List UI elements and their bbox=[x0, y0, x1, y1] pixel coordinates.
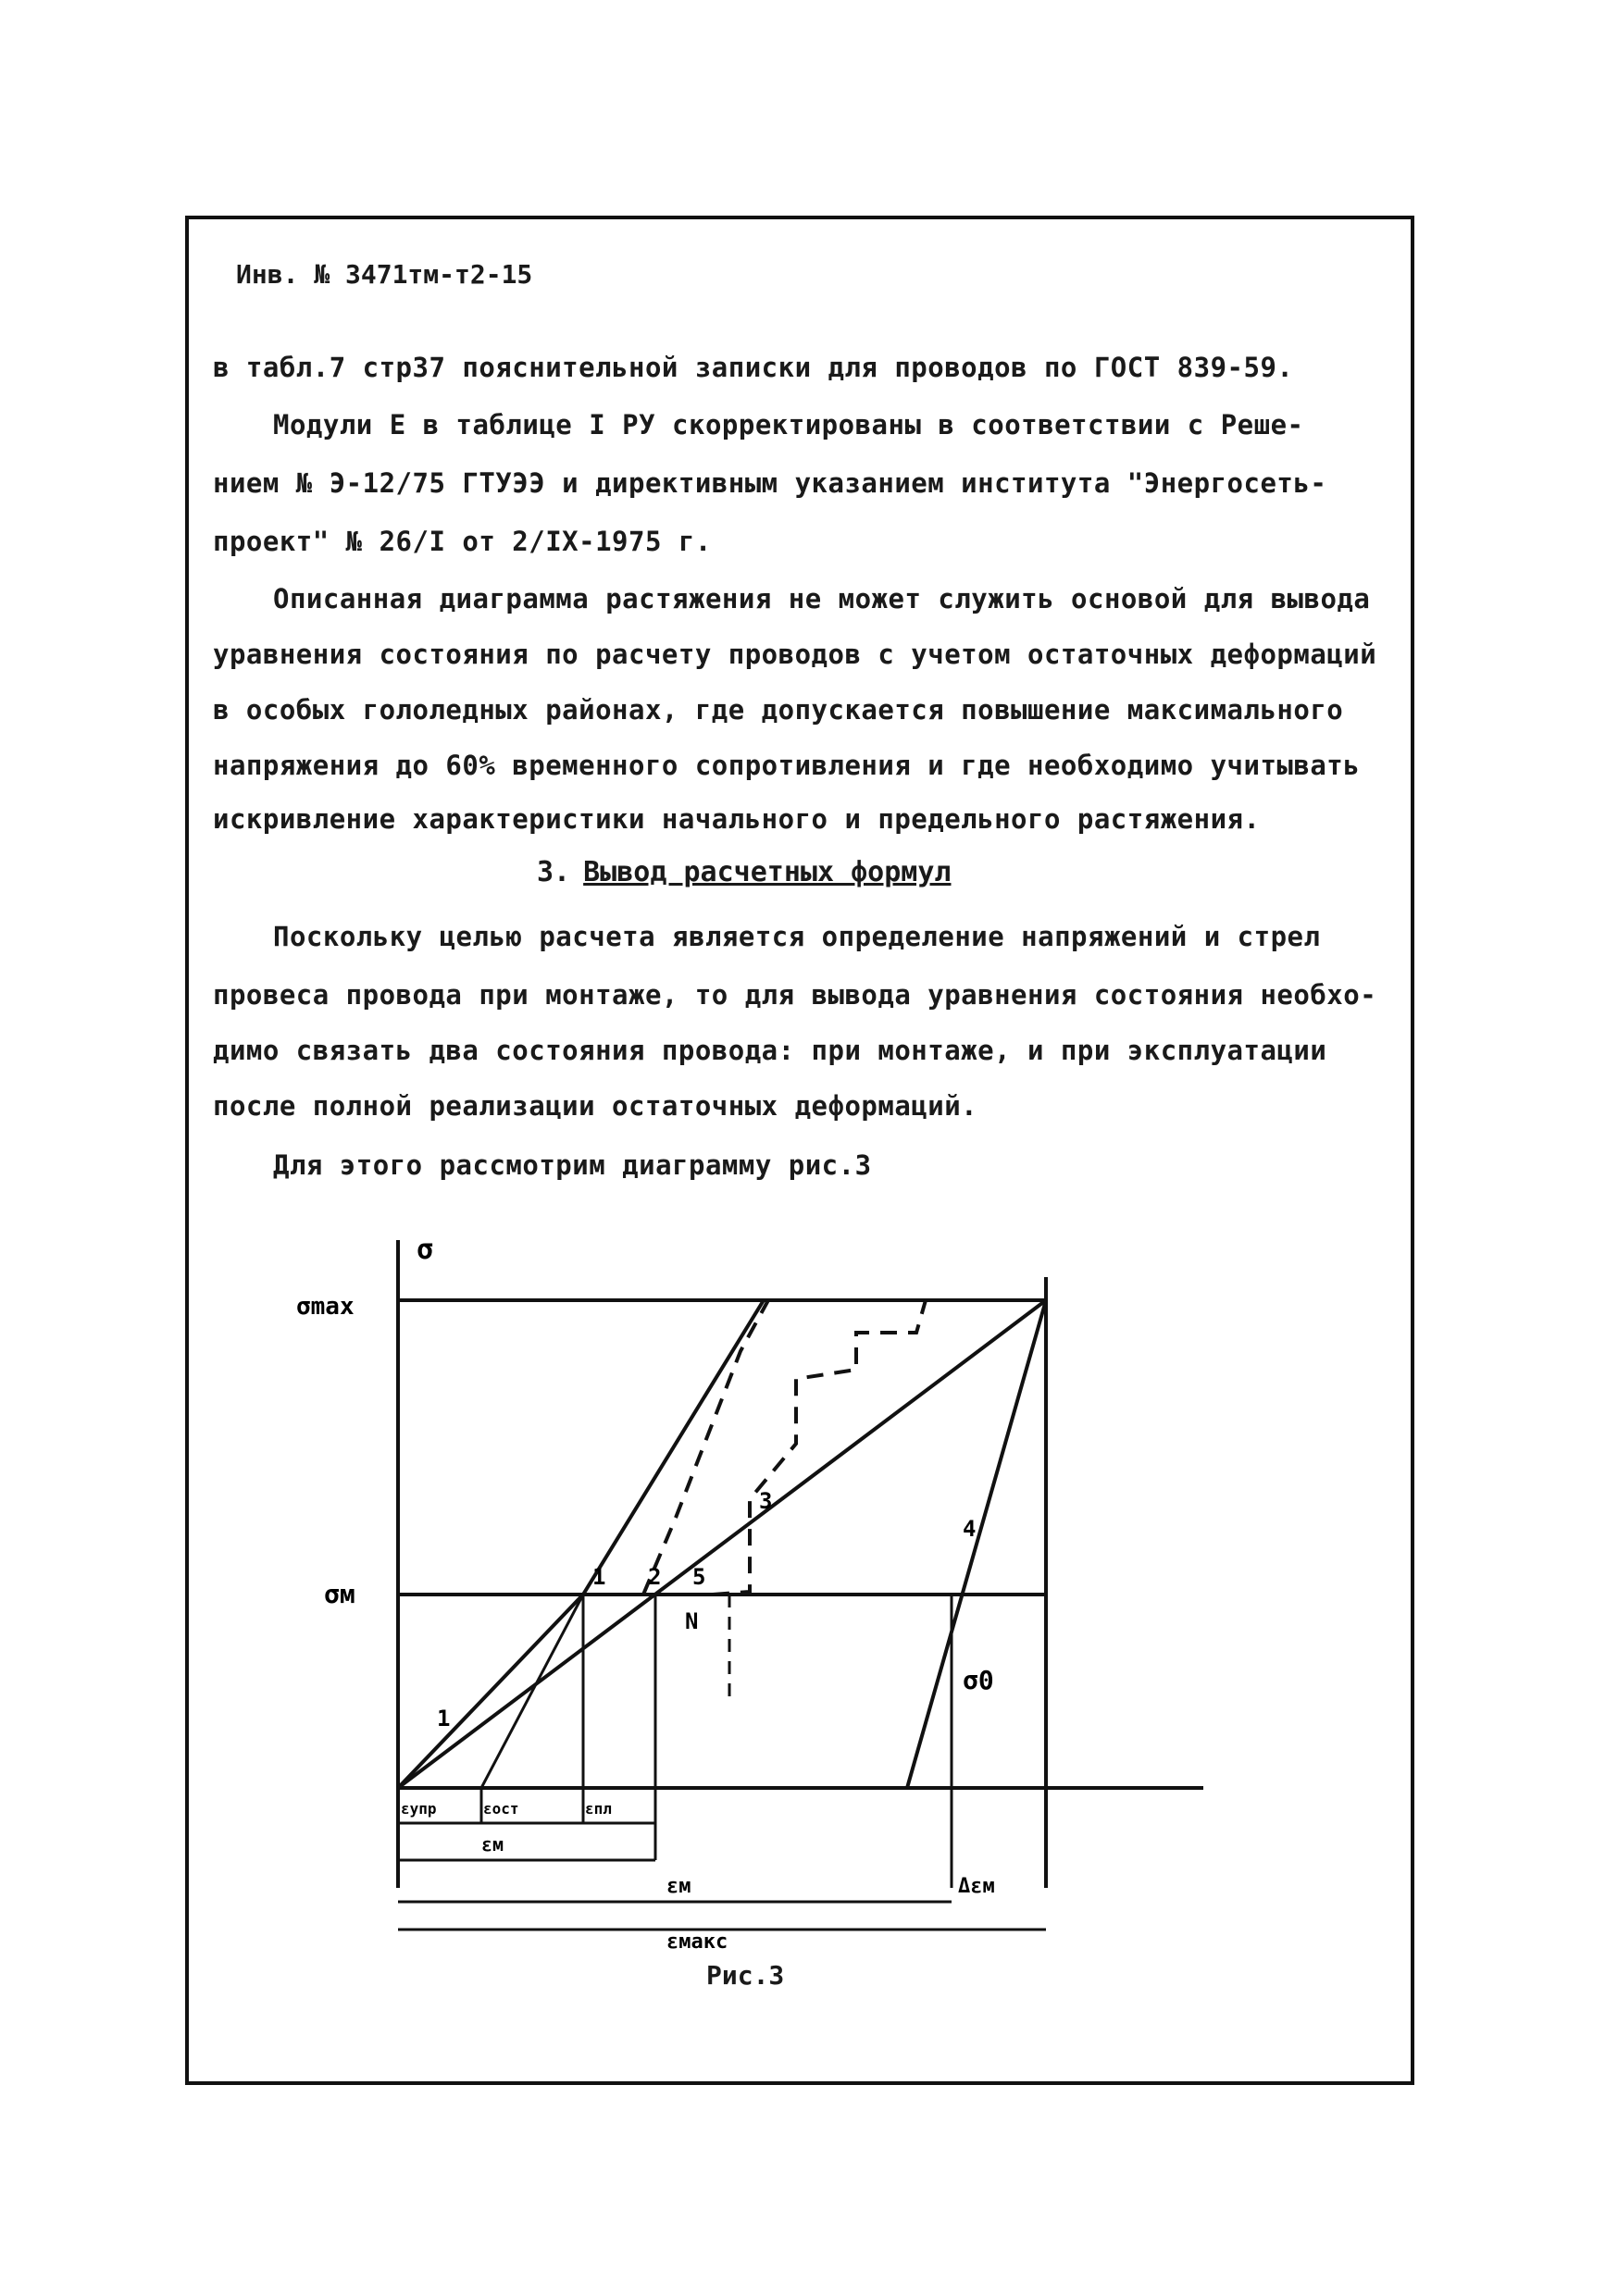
label-1: 1 bbox=[437, 1706, 451, 1731]
label-N: N bbox=[685, 1608, 699, 1634]
line-4-operation bbox=[907, 1300, 1046, 1788]
text-line: провеса провода при монтаже, то для вывода уравнения состояния необхо- bbox=[213, 979, 1377, 1011]
line-5-dashed bbox=[713, 1300, 926, 1595]
text-line: в особых гололедных районах, где допускается повышение максимального bbox=[213, 694, 1344, 726]
text-line: напряжения до 60% временного сопротивления и где необходимо учитывать bbox=[213, 750, 1361, 781]
section-title: Вывод расчетных формул bbox=[583, 856, 952, 888]
label-2: 2 bbox=[648, 1564, 662, 1590]
section-heading bbox=[537, 856, 951, 888]
axis-sigma-label: σ bbox=[417, 1234, 434, 1266]
e-ost-label: εост bbox=[483, 1800, 519, 1818]
e-upr-label: εупр bbox=[401, 1800, 437, 1818]
sigma-0-label: σ0 bbox=[963, 1665, 994, 1695]
line-3-secant bbox=[398, 1300, 1046, 1788]
unload-line bbox=[481, 1595, 583, 1788]
text-line: уравнения состояния по расчету проводов с учетом остаточных деформаций bbox=[213, 639, 1377, 670]
inventory-number: Инв. № 3471тм-т2-15 bbox=[236, 259, 533, 290]
label-1-top: 1 bbox=[592, 1564, 606, 1590]
text-line: Описанная диаграмма растяжения не может служить основой для вывода bbox=[273, 583, 1371, 614]
e-m-big-label: εм bbox=[666, 1875, 691, 1898]
text-line: Для этого рассмотрим диаграмму рис.3 bbox=[273, 1149, 872, 1181]
text-line: в табл.7 стр37 пояснительной записки для проводов по ГОСТ 839-59. bbox=[213, 352, 1294, 383]
sigma-m-label: σм bbox=[324, 1579, 355, 1609]
section-number: 3. bbox=[537, 856, 571, 888]
text-line: искривление характеристики начального и предельного растяжения. bbox=[213, 803, 1261, 835]
e-pl-label: εпл bbox=[585, 1800, 612, 1818]
line-2-dashed bbox=[643, 1300, 768, 1595]
text-line: проект" № 26/I от 2/IX-1975 г. bbox=[213, 526, 712, 557]
text-line: нием № Э-12/75 ГТУЭЭ и директивным указанием института "Энергосеть- bbox=[213, 467, 1327, 499]
e-max-label: εмакс bbox=[666, 1930, 728, 1954]
line-1-lower bbox=[398, 1595, 583, 1788]
text-line: Модули Е в таблице I РУ скорректированы в соответствии с Реше- bbox=[273, 409, 1304, 441]
label-5: 5 bbox=[692, 1564, 706, 1590]
label-4: 4 bbox=[963, 1516, 977, 1542]
text-line: димо связать два состояния провода: при монтаже, и при эксплуатации bbox=[213, 1035, 1327, 1066]
line-1-upper bbox=[583, 1300, 764, 1595]
label-3: 3 bbox=[759, 1488, 773, 1514]
stress-strain-diagram bbox=[278, 1222, 1240, 1962]
text-line: Поскольку целью расчета является определение напряжений и стрел bbox=[273, 921, 1321, 952]
text-line: после полной реализации остаточных деформаций. bbox=[213, 1090, 978, 1122]
delta-e-label: Δεм bbox=[958, 1875, 995, 1898]
figure-caption: Рис.3 bbox=[706, 1960, 785, 1991]
sigma-max-label: σmax bbox=[296, 1293, 355, 1321]
e-m-label: εм bbox=[481, 1833, 504, 1855]
